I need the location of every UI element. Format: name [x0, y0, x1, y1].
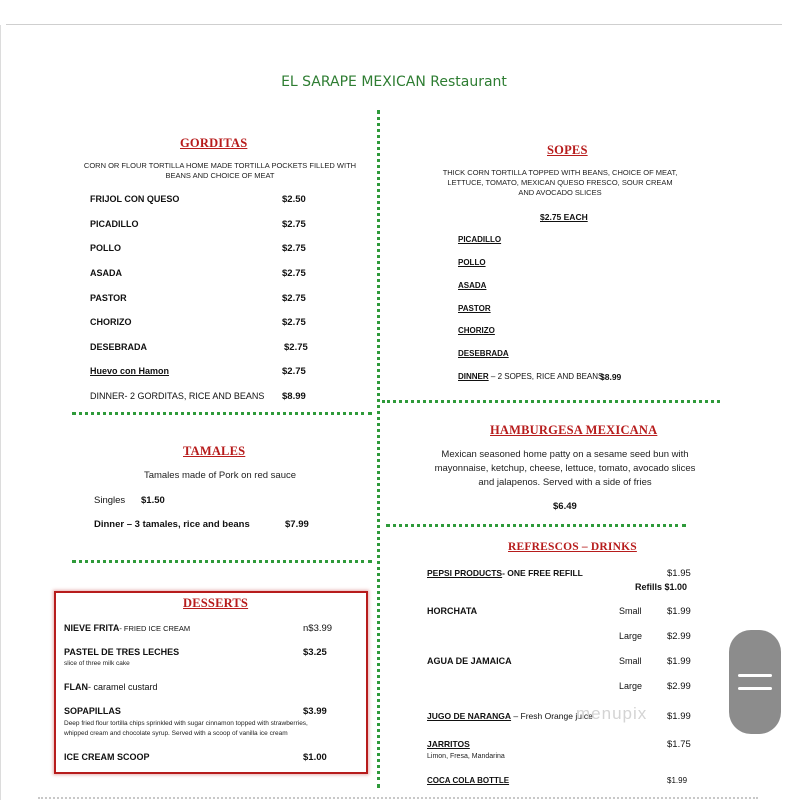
sopes-description: THICK CORN TORTILLA TOPPED WITH BEANS, CHOICE OF MEAT, LETTUCE, TOMATO, MEXICAN QUESO FRESCO, SOUR CREAM AND AVOCADO SLICES — [442, 168, 678, 197]
dessert-ice-cream-scoop: ICE CREAM SCOOP — [64, 752, 150, 762]
drink-jugo: JUGO DE NARANGA – Fresh Orange juice — [427, 711, 593, 721]
drink-price: $1.99 — [667, 776, 688, 785]
tamales-heading: TAMALES — [183, 444, 246, 458]
size-large: Large — [619, 681, 643, 691]
tamales-dinner-price: $7.99 — [285, 519, 309, 530]
tamales-description: Tamales made of Pork on red sauce — [143, 470, 297, 481]
dessert-price: $3.25 — [303, 647, 327, 658]
menu-item-name: FRIJOL CON QUESO — [90, 194, 180, 204]
top-border — [6, 24, 782, 25]
dessert-price: $3.99 — [303, 706, 327, 717]
divider-tamales-desserts — [72, 560, 372, 563]
drink-jamaica: AGUA DE JAMAICA — [427, 656, 512, 666]
drink-note: Limon, Fresa, Mandarina — [427, 753, 505, 760]
size-small: Small — [619, 606, 642, 616]
menu-item-price: $2.50 — [282, 194, 306, 205]
drink-price: $1.99 — [667, 656, 691, 667]
dessert-note: slice of three milk cake — [64, 660, 130, 667]
dessert-sopapillas: SOPAPILLAS — [64, 706, 121, 716]
drink-price: $1.75 — [667, 739, 691, 750]
desserts-heading: DESSERTS — [183, 596, 249, 610]
sopes-dinner-price: $8.99 — [600, 372, 622, 382]
menu-item-price: $2.75 — [284, 342, 308, 353]
drink-price: $2.99 — [667, 631, 691, 642]
dessert-price: $1.00 — [303, 752, 327, 763]
drink-price: $1.95 — [667, 568, 691, 579]
menu-item-name: CHORIZO — [90, 317, 132, 327]
gorditas-description: CORN OR FLOUR TORTILLA HOME MADE TORTILLA POCKETS FILLED WITH BEANS AND CHOICE OF MEAT — [83, 161, 357, 180]
drink-price: $1.99 — [667, 711, 691, 722]
dessert-pastel: PASTEL DE TRES LECHES — [64, 647, 180, 657]
menu-item-price: $2.75 — [282, 219, 306, 230]
hamburgesa-heading: HAMBURGESA MEXICANA — [490, 423, 658, 437]
drink-coca-cola: COCA COLA BOTTLE — [427, 776, 510, 785]
hamburgesa-price: $6.49 — [553, 501, 577, 512]
menupix-watermark: menupix — [576, 704, 648, 723]
drink-price: $1.99 — [667, 606, 691, 617]
menu-item-name: DESEBRADA — [458, 349, 509, 358]
size-large: Large — [619, 631, 643, 641]
menu-item-name: PICADILLO — [458, 235, 502, 244]
sopes-dinner: DINNER – 2 SOPES, RICE AND BEANS — [458, 372, 604, 381]
menu-item-name: ASADA — [90, 268, 123, 278]
sopes-heading: SOPES — [547, 143, 588, 157]
menu-item-name: PASTOR — [458, 304, 491, 313]
drink-pepsi: PEPSI PRODUCTS- ONE FREE REFILL — [427, 568, 583, 578]
hamburger-menu-button[interactable] — [729, 630, 781, 734]
tamales-singles-price: $1.50 — [141, 495, 165, 506]
gorditas-heading: GORDITAS — [180, 136, 248, 150]
drink-price: $2.99 — [667, 681, 691, 692]
menu-item-name: DINNER- 2 GORDITAS, RICE AND BEANS — [90, 391, 265, 401]
tamales-dinner-label: Dinner – 3 tamales, rice and beans — [94, 519, 250, 530]
menu-item-name: POLLO — [90, 243, 121, 253]
menu-item-price: $8.99 — [282, 391, 306, 402]
menu-item-price: $2.75 — [282, 268, 306, 279]
menu-item-price: $2.75 — [282, 317, 306, 328]
dessert-note: Deep fried flour tortilla chips sprinkled with sugar cinnamon topped with strawberries, — [64, 720, 308, 727]
dessert-note: whipped cream and chocolate syrup. Served with a scoop of vanilla ice cream — [64, 730, 288, 737]
menu-item-price: $2.75 — [282, 293, 306, 304]
hamburgesa-description: Mexican seasoned home patty on a sesame seed bun with mayonnaise, ketchup, cheese, lettuce, tomato, avocado slices and jalapenos. Served with a side of fries — [434, 449, 696, 488]
dessert-flan: FLAN- caramel custard — [64, 682, 158, 692]
menu-item-name: Huevo con Hamon — [90, 366, 170, 376]
center-divider — [377, 110, 380, 788]
drink-refills: Refills $1.00 — [635, 582, 688, 592]
bottom-border — [38, 797, 758, 799]
menu-item-name: PICADILLO — [90, 219, 139, 229]
tamales-singles-label: Singles — [94, 495, 126, 506]
drink-jarritos: JARRITOS — [427, 739, 470, 749]
dessert-price: n$3.99 — [303, 623, 333, 634]
menu-line-icon — [738, 687, 772, 690]
menu-item-price: $2.75 — [282, 243, 306, 254]
menu-item-name: ASADA — [458, 281, 487, 290]
menu-item-name: CHORIZO — [458, 326, 495, 335]
divider-hamburgesa-drinks — [386, 524, 686, 527]
size-small: Small — [619, 656, 642, 666]
drink-horchata: HORCHATA — [427, 606, 478, 616]
menu-item-name: PASTOR — [90, 293, 127, 303]
restaurant-title: EL SARAPE MEXICAN Restaurant — [281, 74, 507, 90]
menu-item-name: DESEBRADA — [90, 342, 148, 352]
sopes-each-price: $2.75 EACH — [540, 212, 588, 222]
drinks-heading: REFRESCOS – DRINKS — [508, 541, 637, 553]
left-border — [0, 25, 1, 800]
menu-line-icon — [738, 674, 772, 677]
divider-gorditas-tamales — [72, 412, 372, 415]
menu-item-price: $2.75 — [282, 366, 306, 377]
menu-item-name: POLLO — [458, 258, 486, 267]
dessert-nieve-frita: NIEVE FRITA- FRIED ICE CREAM — [64, 623, 191, 633]
divider-sopes-hamburgesa — [382, 400, 720, 403]
